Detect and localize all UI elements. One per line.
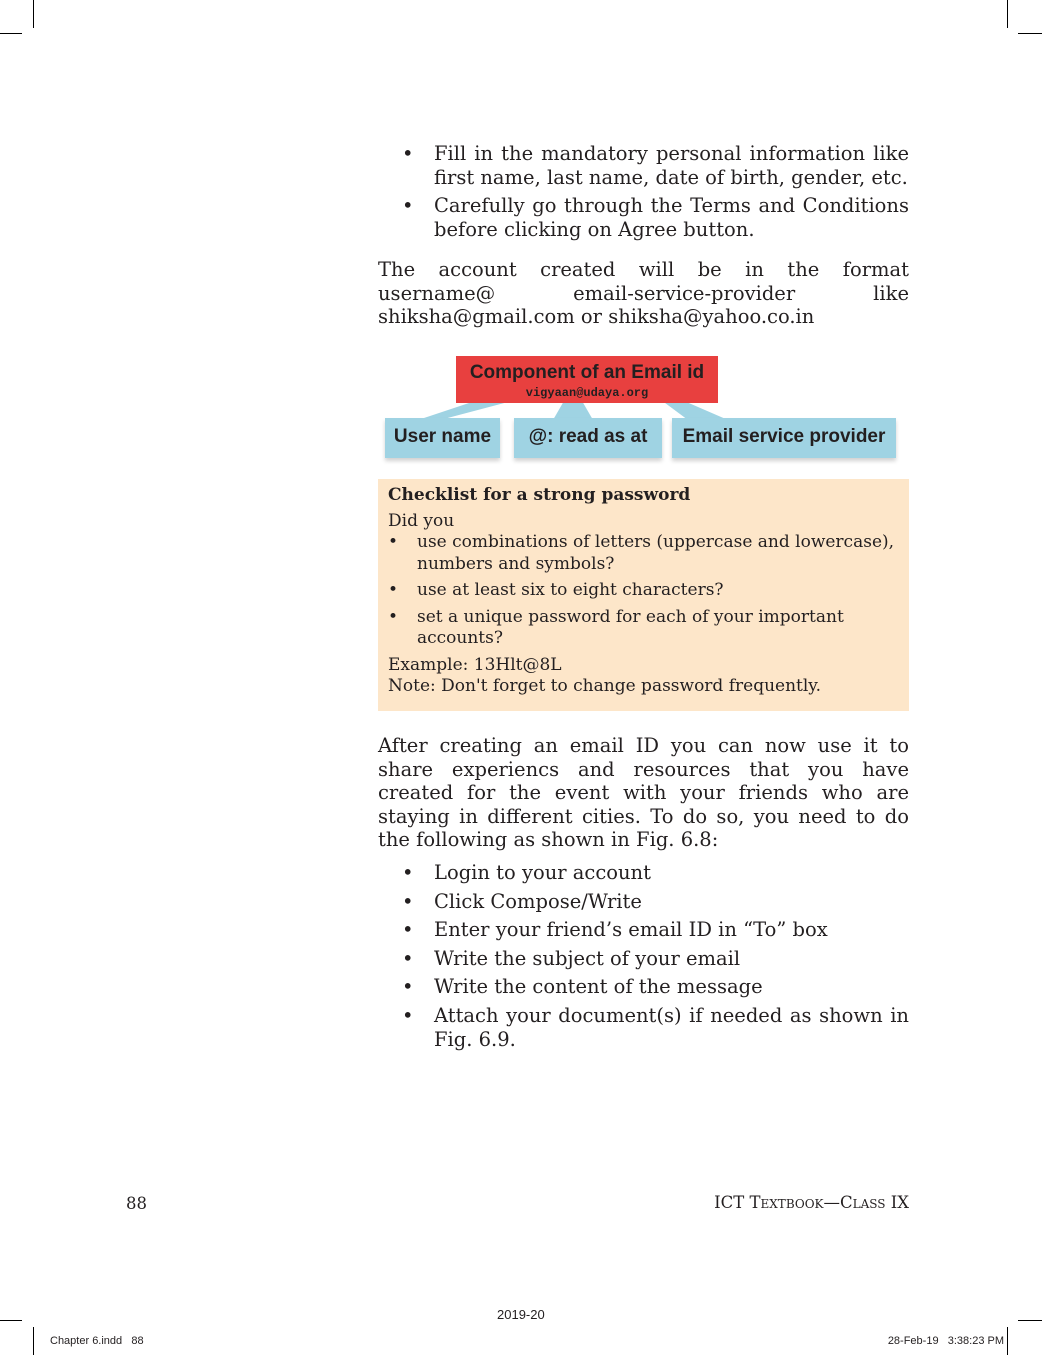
bullet: • <box>388 532 399 552</box>
bullet: • <box>402 1003 414 1027</box>
service-provider-label: Email service provider <box>682 426 886 447</box>
username-label: User name <box>393 426 492 447</box>
list-item <box>402 947 909 971</box>
list-item <box>402 142 909 190</box>
list-item <box>388 580 899 602</box>
at-sign-label: @: read as at <box>528 426 648 447</box>
checklist-items <box>388 532 899 650</box>
list-item <box>402 194 909 242</box>
list-item-text: Write the subject of your email <box>434 946 741 970</box>
list-item <box>402 918 909 942</box>
crop-mark <box>0 33 22 34</box>
email-component-figure <box>378 350 909 465</box>
share-paragraph: After creating an email ID you can now use it to share experiencs and resources that you have created for the event with your friends who are staying in different cities. To do so, you need to do the following as shown in Fig. 6.8: <box>378 734 909 851</box>
list-item <box>388 607 899 650</box>
page-number: 88 <box>126 1194 147 1213</box>
checklist-example: Example: 13Hlt@8L <box>388 654 562 675</box>
service-provider-box <box>672 418 896 458</box>
bullet: • <box>402 861 414 884</box>
crop-mark <box>1007 1327 1008 1355</box>
book-title: ICT Textbook—Class IX <box>714 1193 909 1212</box>
bullet: • <box>388 606 399 627</box>
bullet: • <box>402 889 414 913</box>
slug-timestamp: 28-Feb-19 3:38:23 PM <box>887 1335 1004 1347</box>
bullet: • <box>402 975 414 998</box>
list-item <box>388 532 899 575</box>
bullet: • <box>388 580 399 600</box>
bullet: • <box>402 142 414 165</box>
slug-file-name: Chapter 6.indd 88 <box>50 1335 144 1347</box>
list-item <box>402 975 909 999</box>
list-item-text: Carefully go through the Terms and Conditions before clicking on Agree button. <box>434 194 909 241</box>
registration-steps-list <box>402 142 909 246</box>
crop-mark <box>33 1327 34 1355</box>
bullet: • <box>402 194 414 217</box>
figure-title-box <box>456 356 718 403</box>
at-sign-box <box>514 418 662 458</box>
checklist-intro: Did you <box>388 510 455 531</box>
email-steps-list <box>402 861 909 1056</box>
figure-title: Component of an Email id <box>469 362 705 383</box>
account-format-paragraph: The account created will be in the format username@ email-service-provider like shiksha@gmail.com or shiksha@yahoo.co.in <box>378 258 909 328</box>
crop-mark <box>0 1320 22 1321</box>
crop-mark <box>33 0 34 28</box>
password-checklist-box <box>378 479 909 711</box>
checklist-note: Note: Don't forget to change password frequently. <box>388 676 822 696</box>
list-item-text: Write the content of the message <box>434 975 763 998</box>
academic-year: 2019-20 <box>497 1307 545 1322</box>
list-item-text: Click Compose/Write <box>434 889 642 913</box>
crop-mark <box>1007 0 1008 28</box>
bullet: • <box>402 918 414 941</box>
figure-email-example: vigyaan@udaya.org <box>525 386 649 400</box>
list-item <box>402 1004 909 1052</box>
bullet: • <box>402 946 414 970</box>
crop-mark <box>1018 1320 1042 1321</box>
list-item-text: use combinations of letters (uppercase and lowercase), numbers and symbols? <box>417 532 895 574</box>
list-item <box>402 861 909 885</box>
list-item <box>402 890 909 914</box>
checklist-title: Checklist for a strong password <box>388 485 691 505</box>
crop-mark <box>1018 33 1042 34</box>
list-item-text: Fill in the mandatory personal information like first name, last name, date of birth, gender, etc. <box>434 142 909 189</box>
list-item-text: Attach your document(s) if needed as shown in Fig. 6.9. <box>434 1003 909 1051</box>
username-box <box>385 418 500 458</box>
list-item-text: use at least six to eight characters? <box>417 580 724 600</box>
list-item-text: Login to your account <box>434 861 651 884</box>
list-item-text: set a unique password for each of your important accounts? <box>417 606 844 648</box>
list-item-text: Enter your friend’s email ID in “To” box <box>434 918 828 941</box>
